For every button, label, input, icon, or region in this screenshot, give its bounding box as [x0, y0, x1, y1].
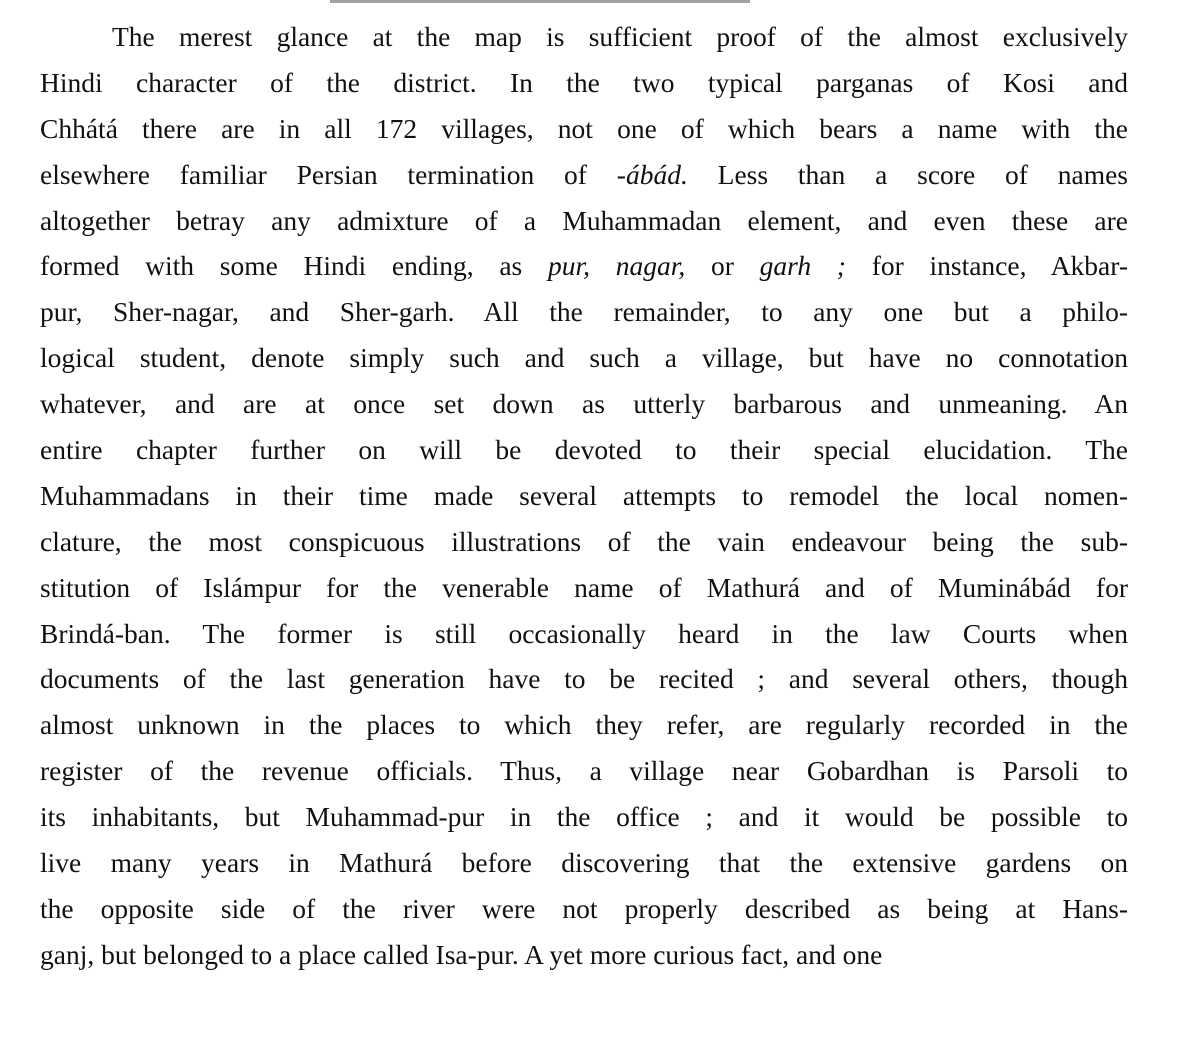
text-line-7: pur, Sher-nagar, and Sher-garh. All the remainder, to any one but a philo- — [40, 296, 1128, 328]
text-line-16: almost unknown in the places to which they refer, are regularly recorded in the — [40, 709, 1128, 741]
italic-term: -ábád. — [616, 158, 688, 190]
text-line-10: entire chapter further on will be devoted to their special elucidation. The — [40, 434, 1128, 466]
italic-term: nagar, — [615, 250, 686, 282]
text-line-4: elsewhere familiar Persian termination of -ábád. Less than a score of names — [40, 158, 1128, 190]
text-line-13: stitution of Islámpur for the venerable name of Mathurá and of Muminábád for — [40, 571, 1128, 603]
text-line-3: Chhátá there are in all 172 villages, not one of which bears a name with the — [40, 112, 1128, 144]
text-line-11: Muhammadans in their time made several attempts to remodel the local nomen- — [40, 479, 1128, 511]
text-line-21: ganj, but belonged to a place called Isa-pur. A yet more curious fact, and one — [40, 938, 883, 970]
text-line-6: formed with some Hindi ending, as pur, nagar, or garh ; for instance, Akbar- — [40, 250, 1128, 282]
text-line-12: clature, the most conspicuous illustrations of the vain endeavour being the sub- — [40, 525, 1128, 557]
italic-term: pur, — [547, 250, 590, 282]
text-line-17: register of the revenue officials. Thus, a village near Gobardhan is Parsoli to — [40, 755, 1128, 787]
text-line-19: live many years in Mathurá before discovering that the extensive gardens on — [40, 847, 1128, 879]
text-line-5: altogether betray any admixture of a Muhammadan element, and even these are — [40, 204, 1128, 236]
text-line-1: The merest glance at the map is sufficient proof of the almost exclusively — [112, 21, 1128, 52]
text-line-2: Hindi character of the district. In the two typical parganas of Kosi and — [40, 66, 1128, 98]
page-top-edge-mark — [330, 0, 750, 3]
text-line-18: its inhabitants, but Muhammad-pur in the office ; and it would be possible to — [40, 801, 1128, 833]
text-line-9: whatever, and are at once set down as utterly barbarous and unmeaning. An — [40, 388, 1128, 420]
text-line-8: logical student, denote simply such and such a village, but have no connotation — [40, 342, 1128, 374]
text-line-15: documents of the last generation have to be recited ; and several others, though — [40, 663, 1128, 695]
text-line-20: the opposite side of the river were not properly described as being at Hans- — [40, 892, 1128, 924]
text-line-14: Brindá-ban. The former is still occasionally heard in the law Courts when — [40, 617, 1128, 649]
italic-term: garh ; — [759, 250, 846, 282]
paragraph — [40, 14, 1128, 978]
